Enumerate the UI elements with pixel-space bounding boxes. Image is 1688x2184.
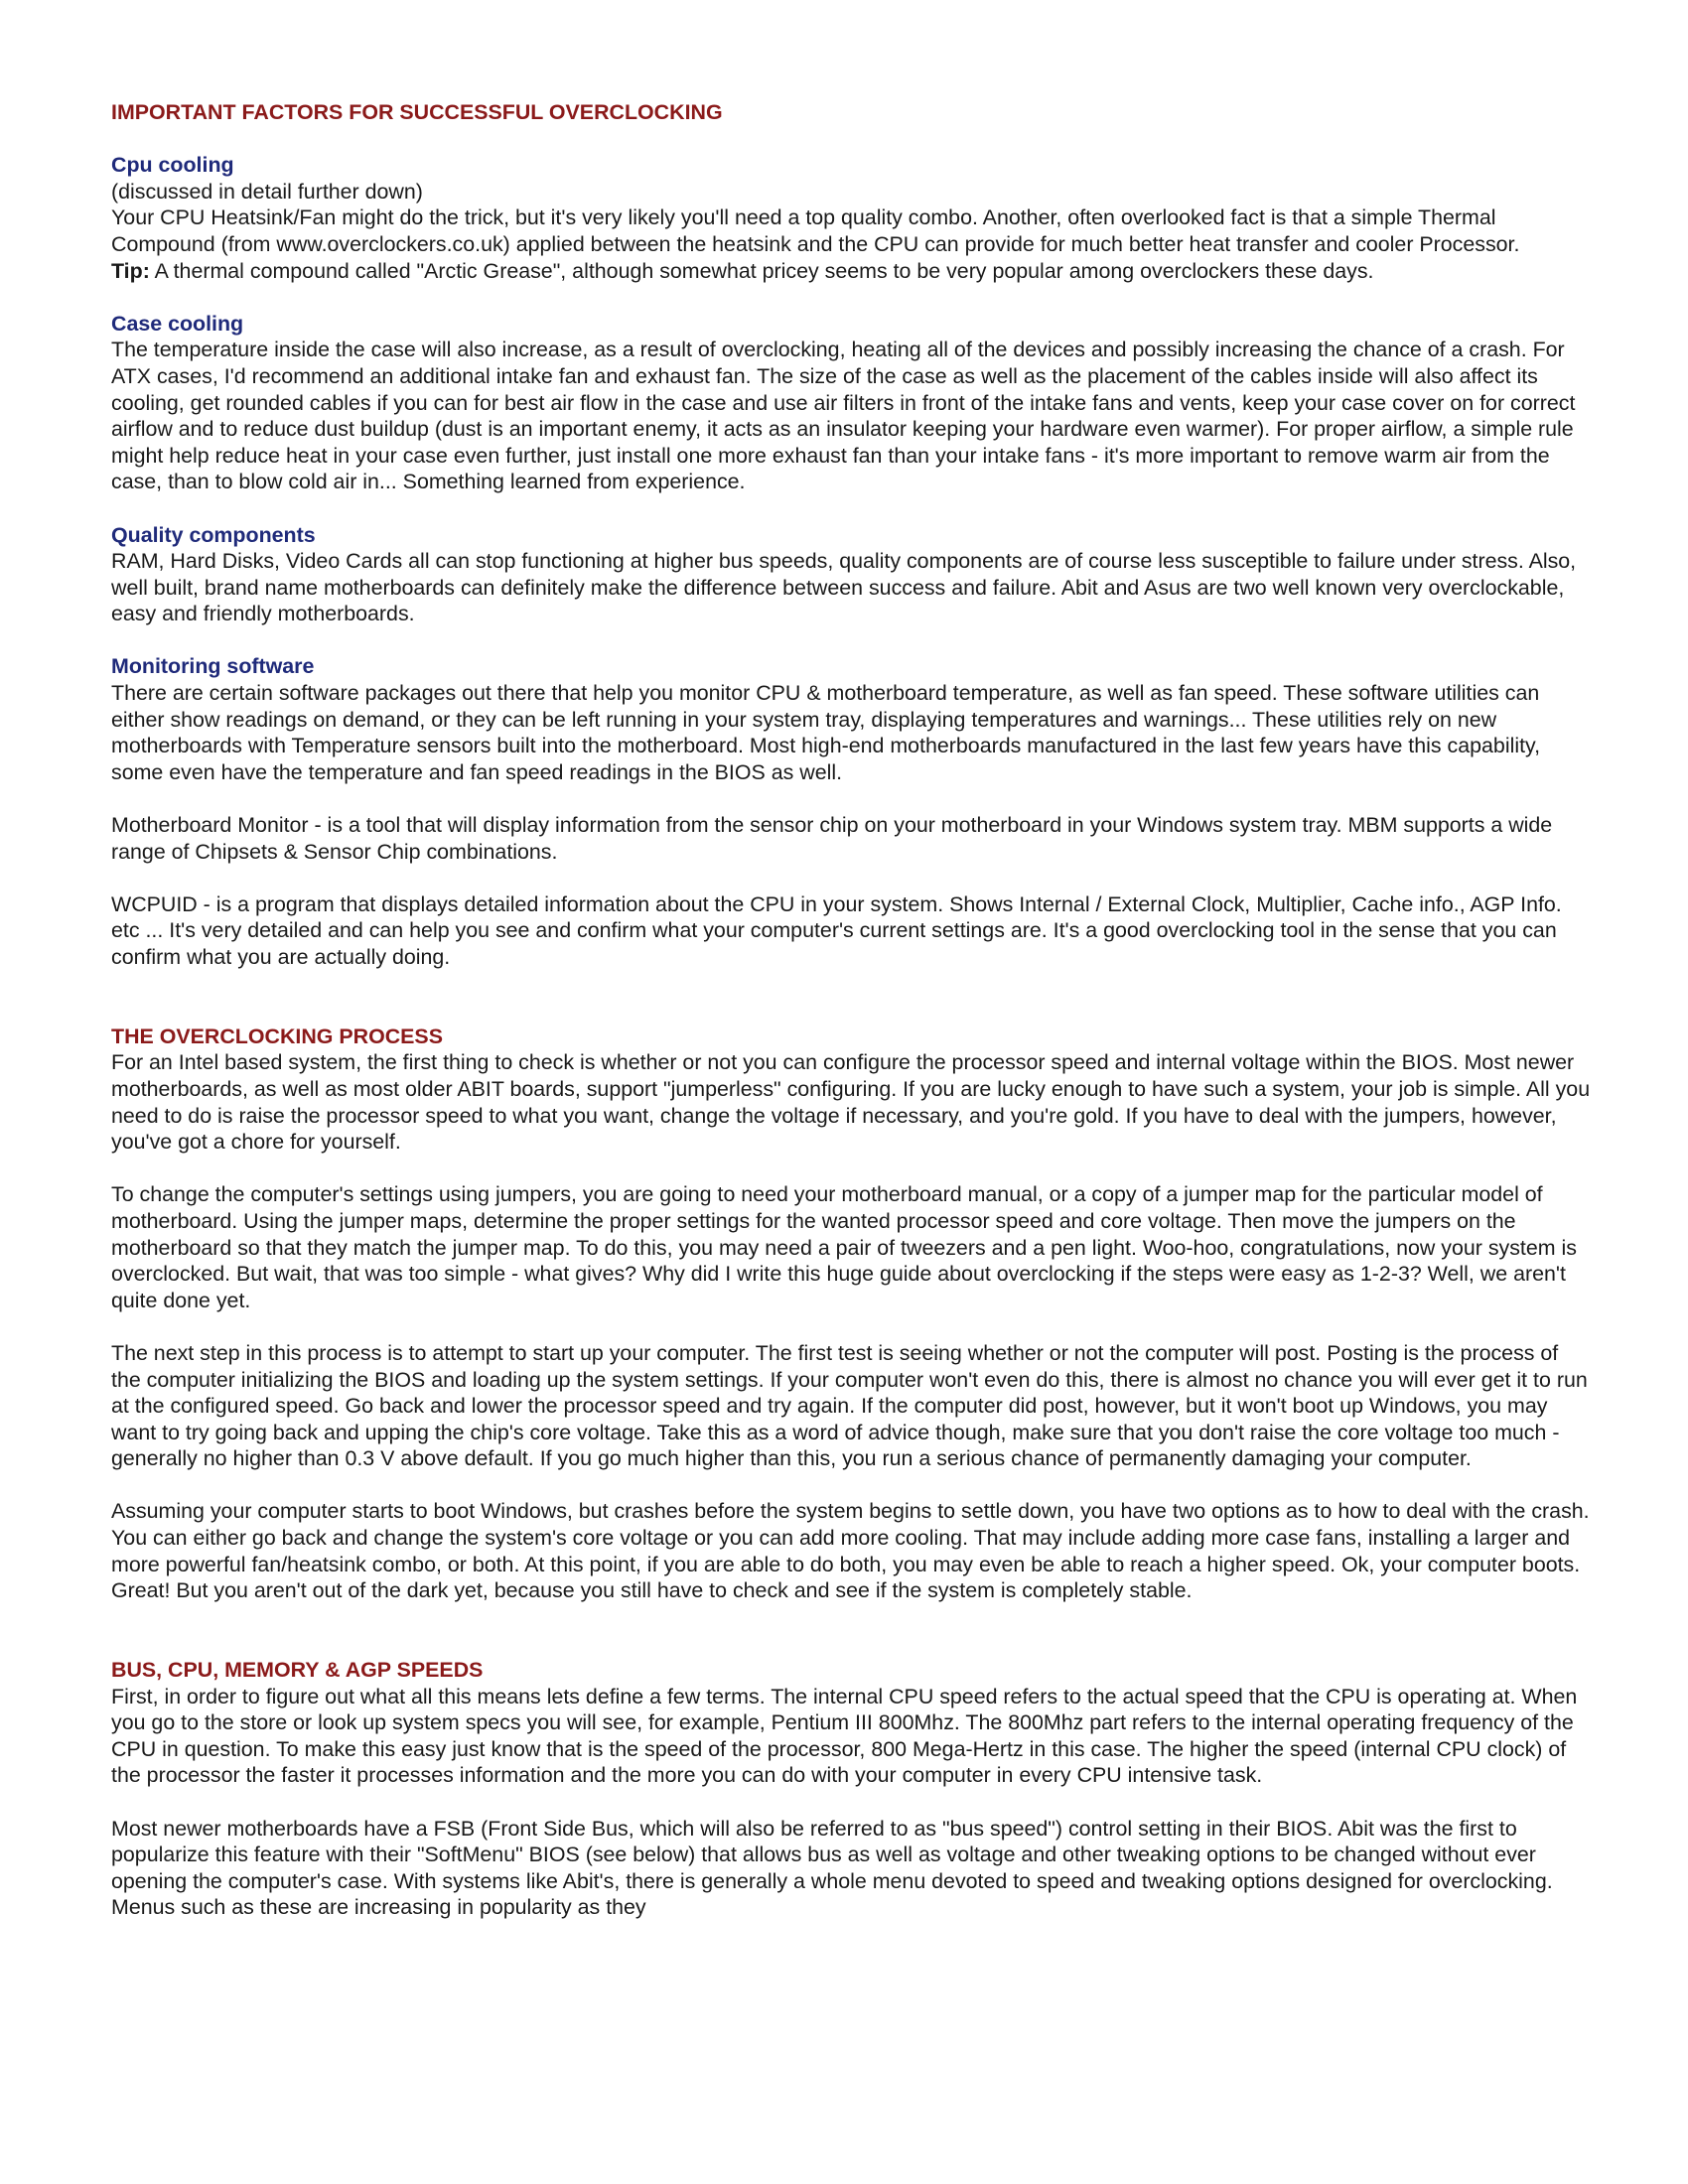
spacer (111, 971, 1593, 1024)
speeds-paragraph-1: First, in order to figure out what all this means lets define a few terms. The internal CPU speed refers to the actual speed that the CPU is operating at. When you go to the store or look up system specs you will see, for example, Pentium III 800Mhz. The 800Mhz part refers to the internal operating frequency of the CPU in question. To make this easy just know that is the speed of the processor, 800 Mega-Hertz in this case. The higher the speed (internal CPU clock) of the processor the faster it processes information and the more you can do with your computer in every CPU intensive task. (111, 1684, 1578, 1788)
spacer (111, 1156, 1593, 1182)
section-title-bus-cpu-memory-agp: BUS, CPU, MEMORY & AGP SPEEDS (111, 1658, 484, 1683)
section-title-important-factors: IMPORTANT FACTORS FOR SUCCESSFUL OVERCLOCKING (111, 100, 723, 124)
subheading-monitoring-software: Monitoring software (111, 654, 315, 679)
tip-text: A thermal compound called "Arctic Grease", although somewhat pricey seems to be very popular among overclockers these days. (149, 258, 1374, 283)
spacer (111, 126, 1593, 153)
tip-label: Tip: (111, 258, 150, 283)
subheading-cpu-cooling: Cpu cooling (111, 153, 234, 178)
case-cooling-body: The temperature inside the case will also increase, as a result of overclocking, heating all of the devices and possibly increasing the chance of a crash. For ATX cases, I'd recommend an additional intake fan and exhaust fan. The size of the case as well as the placement of the cables inside will also affect its cooling, get rounded cables if you can for best air flow in the case and use air filters in front of the intake fans and vents, keep your case cover on for correct airflow and to reduce dust buildup (dust is an important enemy, it acts as an insulator keeping your hardware even warmer). For proper airflow, a simple rule might help reduce heat in your case even further, just install one more exhaust fan than your intake fans - it's more important to remove warm air from the case, than to blow cold air in... Something learned from experience. (111, 338, 1576, 494)
document-page (111, 99, 1593, 1921)
spacer (111, 1313, 1593, 1340)
speeds-paragraph-2: Most newer motherboards have a FSB (Front Side Bus, which will also be referred to as "bus speed") control setting in their BIOS. Abit was the first to popularize this feature with their "SoftMenu" BIOS (see below) that allows bus as well as voltage and other tweaking options to be changed without ever opening the computer's case. With systems like Abit's, there is generally a whole menu devoted to speed and tweaking options designed for overclocking. Menus such as these are increasing in popularity as they (111, 1816, 1553, 1920)
spacer (111, 1472, 1593, 1499)
overclocking-process-paragraph-1: For an Intel based system, the first thing to check is whether or not you can configure the processor speed and internal voltage within the BIOS. Most newer motherboards, as well as most older ABIT boards, support "jumperless" configuring. If you are lucky enough to have such a system, your job is simple. All you need to do is raise the processor speed to what you want, change the voltage if necessary, and you're gold. If you have to deal with the jumpers, however, you've got a chore for yourself. (111, 1050, 1591, 1155)
spacer (111, 865, 1593, 891)
monitoring-software-body-2: Motherboard Monitor - is a tool that will display information from the sensor chip on your motherboard in your Windows system tray. MBM supports a wide range of Chipsets & Sensor Chip combinations. (111, 813, 1553, 864)
monitoring-software-body-3: WCPUID - is a program that displays detailed information about the CPU in your system. Shows Internal / External Clock, Multiplier, Cache info., AGP Info. etc ... It's very detailed and can help you see and confirm what your computer's current settings are. It's a good overclocking tool in the sense that you can confirm what you are actually doing. (111, 891, 1562, 969)
spacer (111, 495, 1593, 522)
spacer (111, 1789, 1593, 1816)
spacer (111, 284, 1593, 311)
cpu-cooling-body: Your CPU Heatsink/Fan might do the trick, but it's very likely you'll need a top quality combo. Another, often overlooked fact is that a simple Thermal Compound (from www.overclockers.co.uk) applied between the heatsink and the CPU can provide for much better heat transfer and cooler Processor. (111, 205, 1520, 256)
overclocking-process-paragraph-2: To change the computer's settings using jumpers, you are going to need your motherboard manual, or a copy of a jumper map for the particular model of motherboard. Using the jumper maps, determine the proper settings for the wanted processor speed and core voltage. Then move the jumpers on the motherboard so that they match the jumper map. To do this, you may need a pair of tweezers and a pen light. Woo-hoo, congratulations, now your system is overclocked. But wait, that was too simple - what gives? Why did I write this huge guide about overclocking if the steps were easy as 1-2-3? Well, we aren't quite done yet. (111, 1182, 1577, 1312)
spacer (111, 785, 1593, 812)
spacer (111, 627, 1593, 654)
cpu-cooling-tip (111, 258, 1593, 285)
section-title-overclocking-process: THE OVERCLOCKING PROCESS (111, 1024, 443, 1048)
monitoring-software-body-1: There are certain software packages out there that help you monitor CPU & motherboard temperature, as well as fan speed. These software utilities can either show readings on demand, or they can be left running in your system tray, displaying temperatures and warnings... These utilities rely on new motherboards with Temperature sensors built into the motherboard. Most high-end motherboards manufactured in the last few years have this capability, some even have the temperature and fan speed readings in the BIOS as well. (111, 681, 1541, 784)
quality-components-body: RAM, Hard Disks, Video Cards all can stop functioning at higher bus speeds, quality components are of course less susceptible to failure under stress. Also, well built, brand name motherboards can definitely make the difference between success and failure. Abit and Asus are two well known very overclockable, easy and friendly motherboards. (111, 549, 1577, 626)
spacer (111, 1604, 1593, 1657)
overclocking-process-paragraph-4: Assuming your computer starts to boot Windows, but crashes before the system begins to settle down, you have two options as to how to deal with the crash. You can either go back and change the system's core voltage or you can add more cooling. That may include adding more case fans, installing a larger and more powerful fan/heatsink combo, or both. At this point, if you are able to do both, you may even be able to reach a higher speed. Ok, your computer boots. Great! But you aren't out of the dark yet, because you still have to check and see if the system is completely stable. (111, 1499, 1590, 1603)
cpu-cooling-note: (discussed in detail further down) (111, 179, 423, 204)
subheading-quality-components: Quality components (111, 522, 316, 547)
subheading-case-cooling: Case cooling (111, 311, 244, 336)
overclocking-process-paragraph-3: The next step in this process is to attempt to start up your computer. The first test is seeing whether or not the computer will post. Posting is the process of the computer initializing the BIOS and loading up the system settings. If your computer won't even do this, there is almost no chance you will ever get it to run at the configured speed. Go back and lower the processor speed and try again. If the computer did post, however, but it won't boot up Windows, you may want to try going back and upping the chip's core voltage. Take this as a word of advice though, make sure that you don't raise the core voltage too much - generally no higher than 0.3 V above default. If you go much higher than this, you run a serious chance of permanently damaging your computer. (111, 1340, 1588, 1471)
